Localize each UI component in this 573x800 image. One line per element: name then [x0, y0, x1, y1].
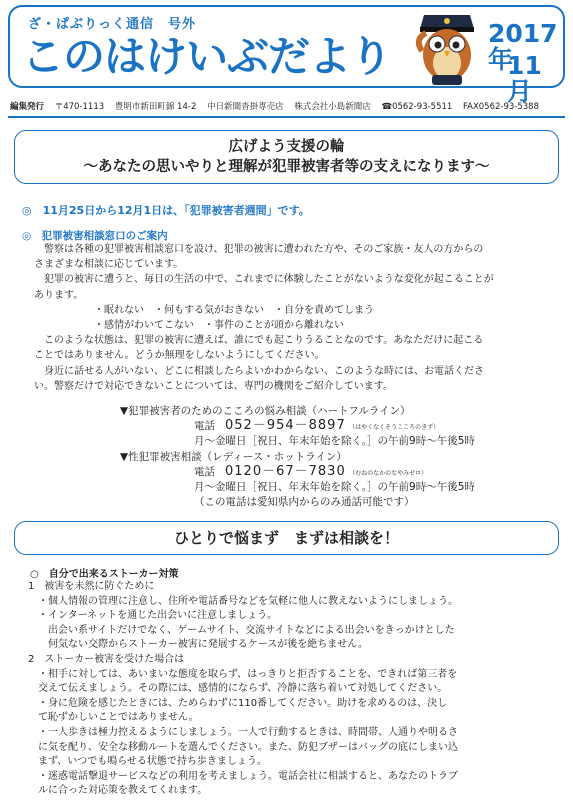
heartful-tel-number[interactable]: 052－954－8897 — [225, 418, 346, 433]
publisher-fax: FAX0562-93-5388 — [463, 102, 539, 112]
stalker-line: 何気ない交際からストーカー被害に発展するケースが後を絶ちません。 — [18, 639, 368, 651]
publisher-address: 豊明市新田町錦 14-2 — [114, 102, 197, 112]
consult-line: ことではありません。どうか無理をしないようにしてください。 — [34, 350, 325, 362]
publisher-postal: 〒470-1113 — [54, 102, 105, 112]
support-banner — [14, 130, 559, 184]
stalker-line: 2 ストーカー被害を受けた場合は — [18, 653, 185, 665]
consult-line: 犯罪の被害に遭うと、毎日の生活の中で、これまでに体験したことがないような変化が起こることが — [34, 274, 494, 286]
masthead-panel — [8, 5, 565, 106]
consult-heading: ◎ 犯罪被害相談窓口のご案内 — [22, 230, 168, 242]
publisher-tel: ☎0562-93-5511 — [381, 102, 453, 112]
consult-body — [34, 242, 494, 394]
publisher-company: 株式会社小島新聞店 — [294, 102, 371, 112]
publisher-label: 編集発行 — [10, 102, 45, 112]
heartful-line-name: ▼犯罪被害者のためのこころの悩み相談（ハートフルライン） — [120, 405, 411, 417]
stalker-line: 1 被害を未然に防ぐために — [18, 581, 155, 592]
heartful-tel-reading: （はやくなくそうこころのきず） — [349, 424, 440, 431]
support-banner-title: 広げよう支援の輪 — [228, 139, 345, 155]
stalker-line: ・個人情報の管理に注意し、住所や電話番号などを気軽に他人に教えないようにしましょう。 — [18, 595, 458, 607]
consult-line: 警察は各種の犯罪被害相談窓口を設け、犯罪の被害に遭われた方や、そのご家族・友人の方からの — [34, 244, 484, 255]
issue-month: 11月 — [507, 51, 542, 106]
stalker-line: ・一人歩きは極力控えるようにしましょう。一人で行動するときは、時間帯、人通りや明るさ — [18, 726, 458, 738]
heartful-tel-label: 電話 — [194, 420, 215, 432]
consult-line: ・眠れない ・何もする気がおきない ・自分を責めてしまう — [34, 304, 374, 316]
stalker-line: ルに合った対応策を教えてくれます。 — [18, 785, 208, 797]
stalker-line: ・相手に対しては、あいまいな態度を取らず、はっきりと拒否することを、できれば第三者を — [18, 668, 458, 680]
ladies-tel-number[interactable]: 0120－67－7830 — [225, 464, 346, 479]
stalker-line: 交えて伝えましょう。その際には、感情的にならず、冷静に落ち着いて対処してください。 — [18, 683, 448, 695]
consult-line: あります。 — [34, 289, 84, 301]
consult-line: このような状態は、犯罪の被害に遭えば、誰にでも起こりうることなのです。あなただけに起こる — [34, 335, 484, 347]
consult-line: ・感情がわいてこない ・事件のことが頭から離れない — [34, 320, 344, 332]
stalker-line: ・迷惑電話撃退サービスなどの利用を考えましょう。電話会社に相談すると、あなたのトラブ — [18, 770, 458, 782]
stalker-line: て恥ずかしいことではありません。 — [18, 712, 199, 724]
ladies-line-name: ▼性犯罪被害相談（レディース・ホットライン） — [120, 451, 347, 463]
consult-line: 身近に話せる人がいない、どこに相談したらよいかわからない、このような時には、お電話くださ — [34, 365, 484, 377]
support-banner-subtitle: ～あなたの思いやりと理解が犯罪被害者等の支えになります～ — [83, 159, 490, 175]
stalker-heading: ○ 自分で出来るストーカー対策 — [30, 569, 179, 580]
issue-kicker: ざ・ぱぶりっく通信 号外 — [28, 17, 197, 32]
issue-year: 2017年 — [488, 19, 558, 74]
consult-line: い。警察だけで対応できないことについては、専門の機関をご紹介しています。 — [34, 380, 393, 392]
publisher-shop: 中日新聞沓掛専売店 — [207, 102, 284, 112]
header-divider — [8, 116, 565, 118]
consult-banner: ひとりで悩まず まずは相談を！ — [14, 521, 559, 555]
stalker-body — [18, 580, 558, 799]
consult-line: さまざまな相談に応じています。 — [34, 259, 184, 271]
stalker-line: 出会い系サイトだけでなく、ゲームサイト、交流サイトなどによる出会いをきっかけとした — [18, 624, 455, 636]
stalker-line: まず、いつでも鳴らせる状態で持ち歩きましょう。 — [18, 756, 267, 768]
heartful-line-hours: 月～金曜日［祝日、年末年始を除く。］の午前9時～午後5時 — [194, 435, 475, 447]
ladies-tel-label: 電話 — [194, 466, 215, 478]
victims-week-notice: ◎ 11月25日から12月1日は、「犯罪被害者週間」です。 — [22, 204, 310, 217]
newsletter-title: このはけいぶだより — [22, 32, 392, 81]
stalker-line: に気を配り、安全な移動ルートを選んでください。また、防犯ブザーはバッグの底にしまい込 — [18, 741, 458, 753]
publisher-info — [10, 100, 566, 112]
ladies-line-hours: 月～金曜日［祝日、年末年始を除く。］の午前9時～午後5時 — [194, 481, 475, 493]
ladies-tel-reading: （むねのなかのなやみゼロ） — [349, 470, 428, 477]
stalker-line: ・身に危険を感じたときには、ためらわずに110番してください。助けを求めるのは、決し — [18, 697, 448, 709]
owl-police-mascot-icon — [412, 11, 482, 87]
ladies-line-note: （この電話は愛知県内からのみ通話可能です） — [194, 496, 415, 508]
stalker-line: ・インターネットを通じた出会いに注意しましょう。 — [18, 610, 278, 622]
